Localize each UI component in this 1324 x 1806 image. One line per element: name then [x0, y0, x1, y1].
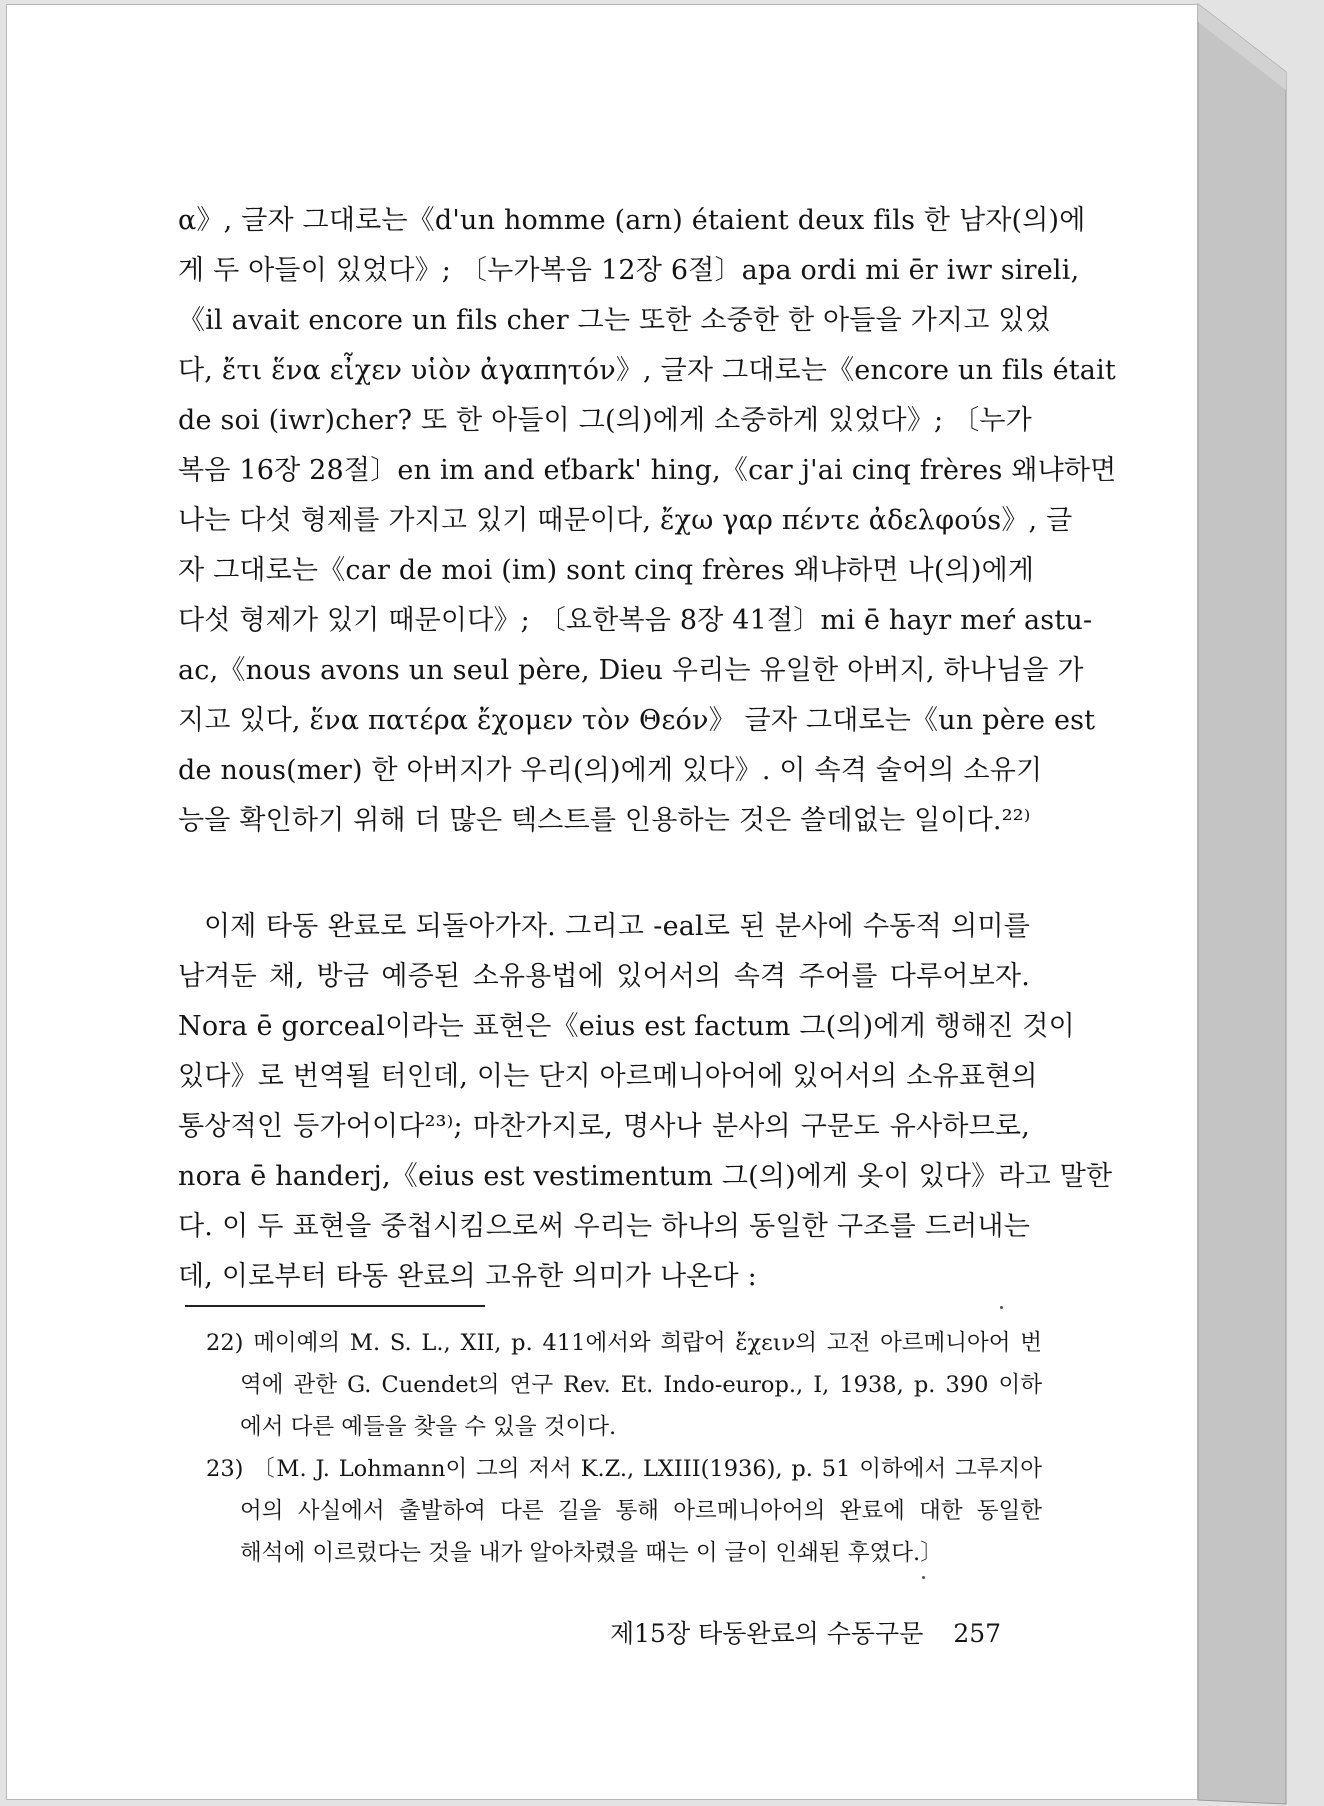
text-line: 다, ἔτι ἕνα εἶχεν υἱὸν ἀγαπητόν》, 글자 그대로는《encore un fils était — [178, 355, 1116, 386]
text-line: 복음 16장 28절〕en im and eťbark' hing,《car j'ai cinq frères 왜냐하면 — [178, 455, 1117, 486]
footnote-line: 어의 사실에서 출발하여 다른 길을 통해 아르메니아어의 완료에 대한 동일한 — [240, 1498, 1042, 1524]
text-line: 남겨둔 채, 방금 예증된 소유용법에 있어서의 속격 주어를 다루어보자. — [178, 961, 1030, 992]
footnote-separator — [185, 1305, 485, 1307]
text-line: 이제 타동 완료로 되돌아가자. 그리고 -eal로 된 분사에 수동적 의미를 — [204, 911, 1030, 942]
footnotes — [206, 1322, 1042, 1574]
paragraph-2 — [178, 902, 1113, 1302]
text-line: de nous(mer) 한 아버지가 우리(의)에게 있다》. 이 속격 술어의 소유기 — [178, 755, 1043, 786]
text-line: 자 그대로는《car de moi (im) sont cinq frères 왜냐하면 나(의)에게 — [178, 555, 1035, 586]
text-line: 다섯 형제가 있기 때문이다》; 〔요한복음 8장 41절〕mi ē hayr meŕ astu- — [178, 605, 1093, 636]
footnote-line: 에서 다른 예들을 찾을 수 있을 것이다. — [240, 1414, 617, 1440]
running-title: 제15장 타동완료의 수동구문 — [610, 1619, 924, 1648]
scan-speck — [922, 1576, 925, 1579]
footnote-line: 22) 메이예의 M. S. L., XII, p. 411에서와 희랍어 ἔχειν의 고전 아르메니아어 번 — [206, 1330, 1042, 1356]
paragraph-1 — [178, 196, 1117, 846]
text-line: nora ē handerj,《eius est vestimentum 그(의)에게 옷이 있다》라고 말한 — [178, 1161, 1113, 1192]
footnote-line: 해석에 이르렀다는 것을 내가 알아차렸을 때는 이 글이 인쇄된 후였다.〕 — [240, 1540, 943, 1566]
text-line: α》, 글자 그대로는《d'un homme (arn) étaient deux fils 한 남자(의)에 — [178, 205, 1086, 236]
text-line: 나는 다섯 형제를 가지고 있기 때문이다, ἔχω γαρ πέντε ἀδελφούs》, 글 — [178, 505, 1073, 536]
text-line: Nora ē gorceal이라는 표현은《eius est factum 그(의)에게 행해진 것이 — [178, 1011, 1075, 1042]
text-line: 다. 이 두 표현을 중첩시킴으로써 우리는 하나의 동일한 구조를 드러내는 — [178, 1211, 1030, 1242]
footnote-22 — [206, 1322, 1042, 1448]
scan-speck — [1000, 1306, 1003, 1309]
text-line: 《il avait encore un fils cher 그는 또한 소중한 한 아들을 가지고 있었 — [178, 305, 1051, 336]
text-line: 능을 확인하기 위해 더 많은 텍스트를 인용하는 것은 쓸데없는 일이다.²²⁾ — [178, 805, 1031, 836]
text-line: de soi (iwr)cher? 또 한 아들이 그(의)에게 소중하게 있었다》; 〔누가 — [178, 405, 1032, 436]
running-footer — [610, 1614, 1010, 1654]
text-line: ac,《nous avons un seul père, Dieu 우리는 유일한 아버지, 하나님을 가 — [178, 655, 1084, 686]
text-line: 데, 이로부터 타동 완료의 고유한 의미가 나온다 : — [178, 1261, 757, 1292]
main-text — [178, 196, 1117, 1302]
footnote-line: 23) 〔M. J. Lohmann이 그의 저서 K.Z., LXIII(1936), p. 51 이하에서 그루지아 — [206, 1456, 1042, 1482]
text-line: 게 두 아들이 있었다》; 〔누가복음 12장 6절〕apa ordi mi ēr iwr sireli, — [178, 255, 1080, 286]
footnote-23 — [206, 1448, 1042, 1574]
footnote-line: 역에 관한 G. Cuendet의 연구 Rev. Et. Indo-europ., I, 1938, p. 390 이하 — [240, 1372, 1042, 1398]
page-number: 257 — [953, 1619, 1002, 1648]
text-line: 지고 있다, ἕνα πατέρα ἔχομεν τὸν Θεόν》 글자 그대로는《un père est — [178, 705, 1096, 736]
text-line: 통상적인 등가어이다²³⁾; 마찬가지로, 명사나 분사의 구문도 유사하므로, — [178, 1111, 1030, 1142]
text-line: 있다》로 번역될 터인데, 이는 단지 아르메니아어에 있어서의 소유표현의 — [178, 1061, 1038, 1092]
paragraph-spacer — [178, 846, 1030, 902]
